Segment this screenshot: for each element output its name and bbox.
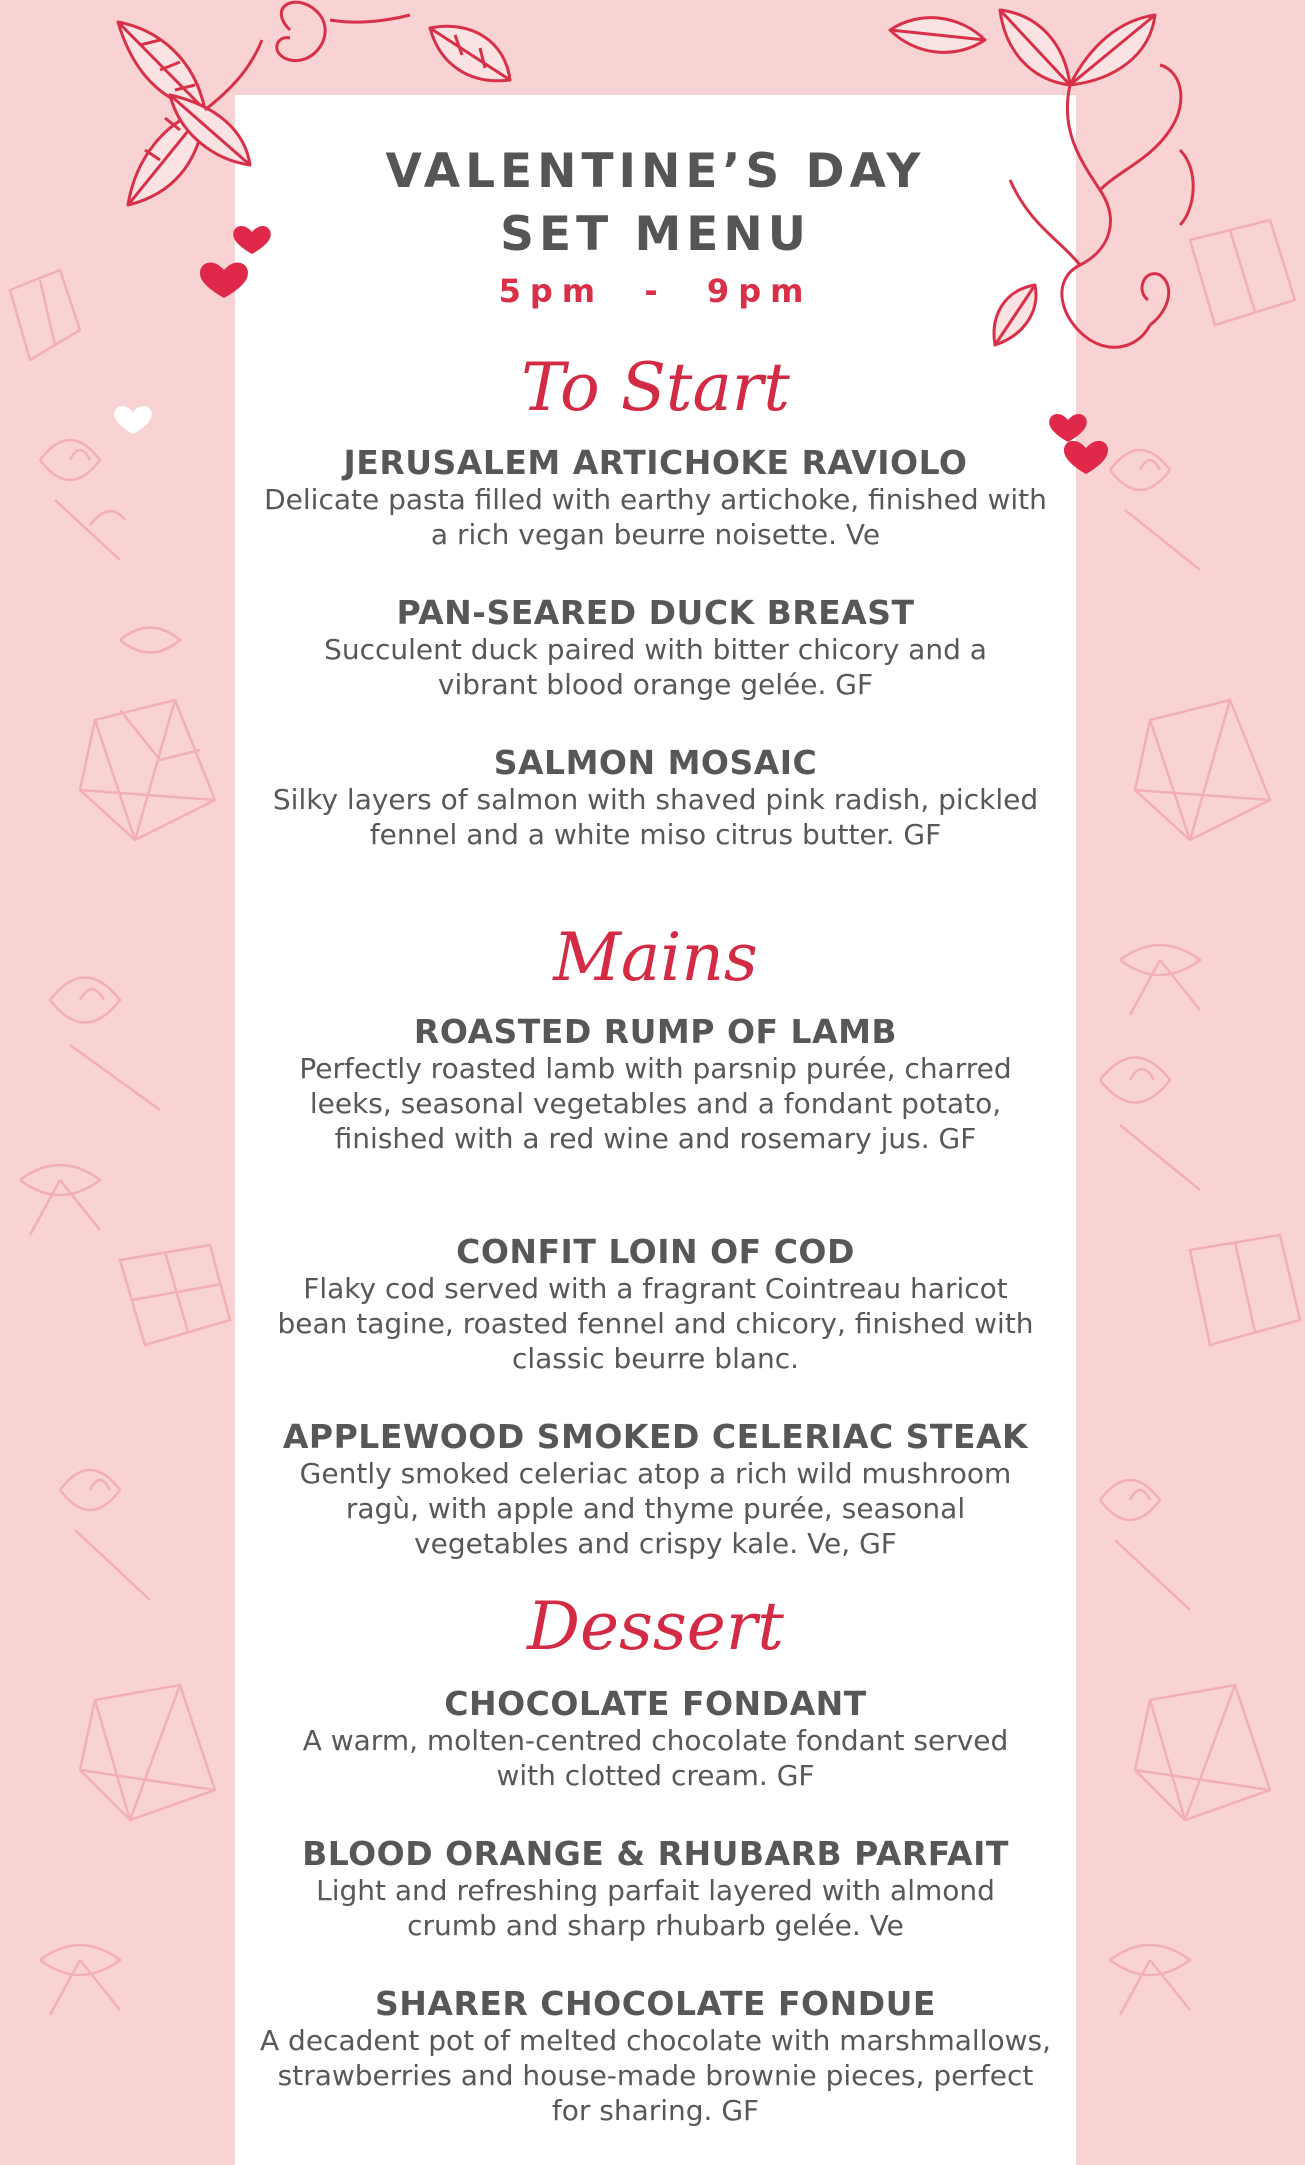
dish-item — [235, 1985, 1076, 2128]
rose-icon — [1100, 1058, 1200, 1191]
ribbon-icon — [20, 628, 180, 2016]
menu-header — [235, 140, 1076, 310]
gift-box-icon — [1190, 220, 1295, 325]
heart-icon — [114, 406, 152, 434]
dish-description: Flaky cod served with a fragrant Cointreau haricot bean tagine, roasted fennel and chicory, finished with classic beurre blanc. — [277, 1272, 1034, 1375]
rose-icon — [1100, 1480, 1190, 1610]
dish-name: SALMON MOSAIC — [493, 743, 818, 782]
rose-icon — [60, 1470, 150, 1600]
dish-item — [235, 1835, 1076, 1943]
gift-box-icon — [80, 1685, 215, 1820]
dish-description: Gently smoked celeriac atop a rich wild mushroom ragù, with apple and thyme purée, seasonal vegetables and crispy kale. Ve, GF — [299, 1457, 1012, 1560]
rose-icon — [1110, 450, 1200, 570]
dish-description: Delicate pasta filled with earthy artichoke, finished with a rich vegan beurre noisette. Ve — [264, 483, 1047, 551]
dish-name: ROASTED RUMP OF LAMB — [413, 1012, 898, 1051]
service-hours: 5pm - 9pm — [498, 272, 813, 310]
dish-name: SHARER CHOCOLATE FONDUE — [375, 1984, 936, 2023]
dish-description: A warm, molten-centred chocolate fondant served with clotted cream. GF — [302, 1724, 1009, 1792]
dish-item — [235, 1233, 1076, 1376]
menu-title-line2: SET MENU — [500, 207, 811, 262]
dish-description: Succulent duck paired with bitter chicory and a vibrant blood orange gelée. GF — [324, 633, 987, 701]
gift-box-icon — [10, 270, 80, 360]
gift-box-icon — [120, 1245, 230, 1345]
rose-icon — [40, 440, 125, 560]
menu-panel — [235, 95, 1076, 2165]
rose-icon — [50, 978, 160, 1111]
dish-description: Light and refreshing parfait layered with almond crumb and sharp rhubarb gelée. Ve — [316, 1874, 995, 1942]
dish-name: CHOCOLATE FONDANT — [444, 1684, 867, 1723]
dish-item — [235, 1418, 1076, 1561]
gift-box-icon — [1135, 1685, 1270, 1820]
dish-item — [235, 744, 1076, 852]
section-title-mains: Mains — [553, 919, 758, 996]
dish-name: CONFIT LOIN OF COD — [456, 1232, 855, 1271]
gift-box-icon — [1190, 1235, 1300, 1345]
menu-title-line1: VALENTINE’S DAY — [385, 144, 926, 199]
dish-name: BLOOD ORANGE & RHUBARB PARFAIT — [302, 1834, 1009, 1873]
dish-item — [235, 594, 1076, 702]
dish-name: JERUSALEM ARTICHOKE RAVIOLO — [343, 443, 968, 482]
dish-description: A decadent pot of melted chocolate with marshmallows, strawberries and house-made brownie pieces, perfect for sharing. GF — [260, 2024, 1051, 2127]
section-title-dessert: Dessert — [527, 1588, 784, 1665]
dish-description: Silky layers of salmon with shaved pink radish, pickled fennel and a white miso citrus butter. GF — [272, 783, 1039, 851]
gift-box-icon — [1135, 700, 1270, 840]
section-title-to-start: To Start — [521, 349, 790, 426]
dish-name: PAN-SEARED DUCK BREAST — [396, 593, 915, 632]
gift-box-icon — [80, 700, 215, 840]
dish-item — [235, 1013, 1076, 1156]
dish-name: APPLEWOOD SMOKED CELERIAC STEAK — [282, 1417, 1029, 1456]
dish-item — [235, 444, 1076, 552]
dish-item — [235, 1685, 1076, 1793]
dish-description: Perfectly roasted lamb with parsnip purée, charred leeks, seasonal vegetables and a fondant potato, finished with a red wine and rosemary jus. GF — [299, 1052, 1012, 1155]
